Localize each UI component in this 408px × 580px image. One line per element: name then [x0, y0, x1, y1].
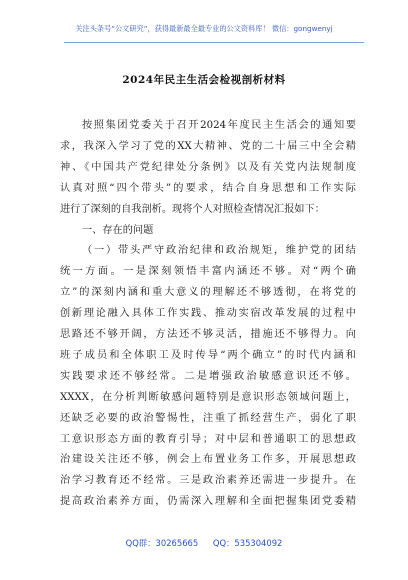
text-line: 思路还不够开阔，方法还不够灵活，措施还不够得力。向: [60, 329, 356, 340]
text-line: 认真对照“四个带头”的要求，结合自身思想和工作实际: [60, 182, 356, 194]
text-line: 提高政治素养方面，仍需深入理解和全面把握集团党委精: [60, 496, 356, 508]
text-line: 创新理论融入具体工作实践、推动实宿改革发展的过程中: [60, 308, 356, 320]
text-line: 一、存在的问题: [82, 224, 154, 236]
text-line: 神、《中国共产党纪律处分条例》以及有关党内法规制度: [60, 161, 356, 173]
text-line: 按照集团党委关于召开2024年度民主生活会的通知要: [82, 120, 356, 131]
text-line: 班子成员和全体职工及时传导“两个确立”的时代内涵和: [60, 349, 356, 361]
text-line: 实践要求还不够经常。二是增强政治敏感意识还不够。: [60, 370, 356, 382]
text-line: （一）带头严守政治纪律和政治规矩，维护党的团结: [82, 245, 356, 257]
footer: [0, 537, 408, 549]
text-line: XXXX，在分析判断敏感问题特别是意识形态领域问题上，: [60, 391, 356, 403]
footer-qq: QQ：535304092: [212, 538, 283, 548]
text-line: 治学习教育还不经常。三是政治素养还需进一步提升。在: [60, 475, 356, 487]
document-title: 2024年民主生活会检视剖析材料: [122, 74, 286, 86]
header-note: 关注头条号“公文研究”，获得最新最全最专业的公文资料库！ 微信：gongwenyj: [75, 24, 333, 33]
text-line: 治建设关注还不够，例会上布置业务工作多，开展思想政: [60, 454, 356, 466]
text-line: 求，我深入学习了党的XX大精神、党的二十届三中全会精: [60, 140, 356, 152]
text-line: 工意识形态方面的教育引导；对中层和普通职工的思想政: [60, 433, 356, 445]
text-line: 进行了深刻的自我剖析。现将个人对照检查情况汇报如下：: [60, 203, 325, 215]
header-divider: [64, 42, 364, 43]
text-line: 还缺乏必要的政治警惕性，注重了抓经营生产，弱化了职: [60, 412, 356, 424]
footer-qq-group: QQ群：30265665: [125, 538, 199, 548]
text-line: 统一方面。一是深刻领悟丰富内涵还不够。对“两个确: [60, 266, 356, 278]
text-line: 立”的深刻内涵和重大意义的理解还不够透彻，在将党的: [60, 287, 356, 299]
